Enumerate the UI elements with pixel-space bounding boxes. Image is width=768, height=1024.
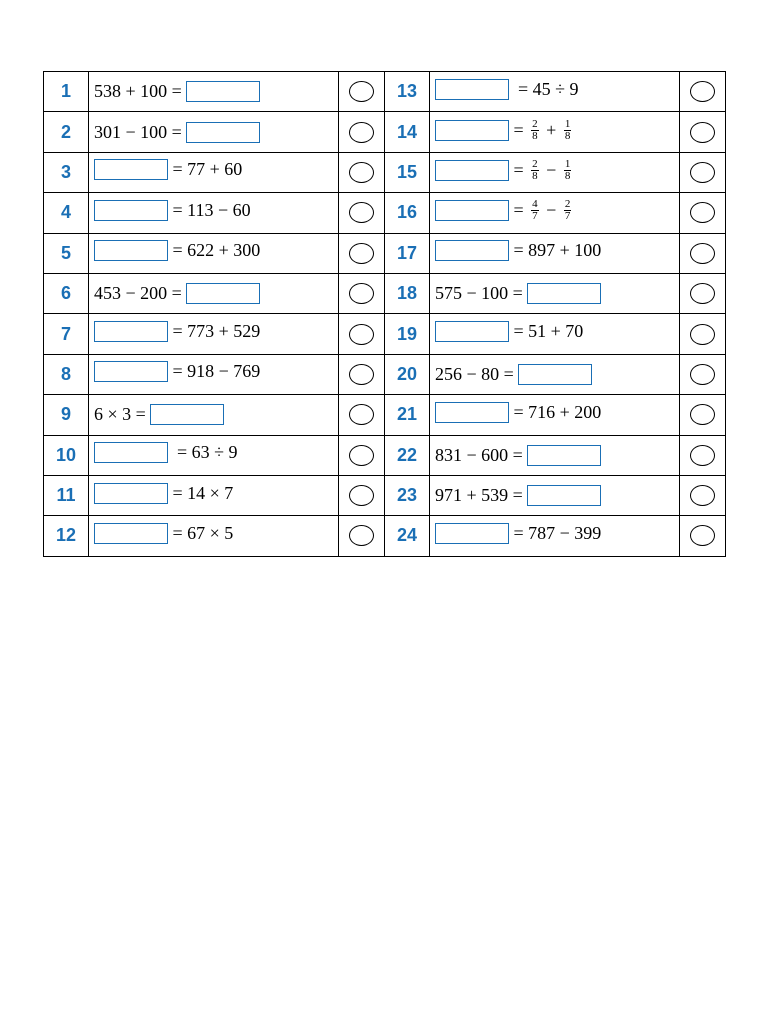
problem-expression xyxy=(430,112,680,152)
equation xyxy=(435,321,583,342)
answer-box[interactable] xyxy=(527,445,601,466)
problem-expression xyxy=(89,354,339,394)
problem-expression xyxy=(430,354,680,394)
problem-expression xyxy=(430,435,680,475)
check-cell xyxy=(680,273,726,313)
fraction xyxy=(531,159,539,182)
equation xyxy=(94,321,260,342)
problem-number: 24 xyxy=(385,516,430,556)
equation-text: 301 − 100 = xyxy=(94,121,187,142)
equation xyxy=(94,200,251,221)
equation-text: = 716 + 200 xyxy=(509,401,602,422)
fraction-numerator: 2 xyxy=(532,117,538,130)
check-circle[interactable] xyxy=(690,243,715,264)
equation-text: = 622 + 300 xyxy=(168,240,261,261)
equation xyxy=(94,483,233,504)
equation xyxy=(435,402,601,423)
fraction-denominator: 7 xyxy=(564,210,571,223)
problem-expression xyxy=(89,233,339,273)
fraction-denominator: 8 xyxy=(532,169,538,182)
equation-text: = 897 + 100 xyxy=(509,240,602,261)
check-cell xyxy=(339,152,385,192)
worksheet-row xyxy=(44,395,726,435)
problem-number: 23 xyxy=(385,475,430,515)
answer-box[interactable] xyxy=(186,283,260,304)
answer-box[interactable] xyxy=(518,364,592,385)
check-cell xyxy=(339,193,385,233)
check-cell xyxy=(680,354,726,394)
equation xyxy=(435,445,601,466)
problem-expression xyxy=(430,475,680,515)
fraction-numerator: 1 xyxy=(564,117,571,130)
problem-number: 9 xyxy=(44,395,89,435)
equation xyxy=(435,79,579,100)
answer-box[interactable] xyxy=(435,160,509,181)
fraction-denominator: 8 xyxy=(532,129,538,142)
check-cell xyxy=(680,475,726,515)
check-circle[interactable] xyxy=(349,81,374,102)
check-circle[interactable] xyxy=(690,525,715,546)
equation-text: = 14 × 7 xyxy=(168,482,234,503)
answer-box[interactable] xyxy=(186,81,260,102)
problem-expression xyxy=(89,435,339,475)
equation-text: = 787 − 399 xyxy=(509,522,602,543)
problem-expression xyxy=(430,516,680,556)
fraction-denominator: 8 xyxy=(564,129,571,142)
equation xyxy=(94,283,260,304)
problem-number: 8 xyxy=(44,354,89,394)
fraction-numerator: 2 xyxy=(564,198,571,211)
equation xyxy=(435,485,601,506)
check-circle[interactable] xyxy=(690,485,715,506)
check-cell xyxy=(339,233,385,273)
problem-expression xyxy=(89,516,339,556)
fraction-operator: + xyxy=(541,119,561,140)
problem-expression xyxy=(89,72,339,112)
fraction xyxy=(531,199,539,222)
answer-box[interactable] xyxy=(150,404,224,425)
check-cell xyxy=(680,193,726,233)
check-circle[interactable] xyxy=(349,243,374,264)
problem-number: 7 xyxy=(44,314,89,354)
worksheet-table xyxy=(43,71,726,557)
check-cell xyxy=(339,475,385,515)
equation-text: = xyxy=(509,159,529,180)
check-cell xyxy=(339,314,385,354)
problem-expression xyxy=(430,273,680,313)
equation xyxy=(94,81,260,102)
check-cell xyxy=(680,435,726,475)
check-circle[interactable] xyxy=(349,445,374,466)
answer-box[interactable] xyxy=(94,321,168,342)
problem-expression xyxy=(430,395,680,435)
check-cell xyxy=(339,72,385,112)
problem-number: 13 xyxy=(385,72,430,112)
problem-number: 17 xyxy=(385,233,430,273)
equation xyxy=(435,119,574,142)
check-circle[interactable] xyxy=(349,324,374,345)
check-circle[interactable] xyxy=(690,445,715,466)
check-circle[interactable] xyxy=(690,324,715,345)
answer-box[interactable] xyxy=(94,240,168,261)
problem-expression xyxy=(89,152,339,192)
problem-expression xyxy=(89,475,339,515)
problem-expression xyxy=(89,193,339,233)
problem-number: 2 xyxy=(44,112,89,152)
problem-expression xyxy=(430,72,680,112)
problem-expression xyxy=(430,233,680,273)
answer-box[interactable] xyxy=(435,523,509,544)
answer-box[interactable] xyxy=(527,485,601,506)
problem-number: 19 xyxy=(385,314,430,354)
problem-expression xyxy=(89,395,339,435)
check-circle[interactable] xyxy=(690,122,715,143)
equation xyxy=(94,442,238,463)
equation xyxy=(94,523,233,544)
fraction-numerator: 1 xyxy=(564,157,571,170)
fraction xyxy=(564,119,572,142)
fraction-denominator: 7 xyxy=(532,210,538,223)
equation xyxy=(435,159,574,182)
problem-expression xyxy=(430,193,680,233)
equation-text: = 77 + 60 xyxy=(168,159,243,180)
problem-expression xyxy=(89,314,339,354)
check-circle[interactable] xyxy=(690,364,715,385)
equation-text: = xyxy=(509,200,529,221)
problem-number: 4 xyxy=(44,193,89,233)
problem-number: 22 xyxy=(385,435,430,475)
equation-text: = 773 + 529 xyxy=(168,321,261,342)
check-cell xyxy=(339,273,385,313)
answer-box[interactable] xyxy=(435,402,509,423)
answer-box[interactable] xyxy=(94,442,168,463)
worksheet-row xyxy=(44,233,726,273)
worksheet-row xyxy=(44,152,726,192)
equation-text: 6 × 3 = xyxy=(94,404,151,425)
problem-number: 10 xyxy=(44,435,89,475)
worksheet-row xyxy=(44,72,726,112)
worksheet-row xyxy=(44,475,726,515)
check-cell xyxy=(680,152,726,192)
equation xyxy=(435,523,601,544)
equation xyxy=(94,240,260,261)
check-circle[interactable] xyxy=(349,283,374,304)
fraction-numerator: 2 xyxy=(532,157,538,170)
check-circle[interactable] xyxy=(690,283,715,304)
check-circle[interactable] xyxy=(349,485,374,506)
check-cell xyxy=(680,516,726,556)
equation xyxy=(435,199,574,222)
fraction-operator: − xyxy=(541,159,561,180)
check-circle[interactable] xyxy=(349,364,374,385)
answer-box[interactable] xyxy=(435,321,509,342)
equation-text: = xyxy=(509,119,529,140)
answer-box[interactable] xyxy=(435,200,509,221)
check-cell xyxy=(680,233,726,273)
problem-number: 5 xyxy=(44,233,89,273)
problem-number: 20 xyxy=(385,354,430,394)
equation-text: = 918 − 769 xyxy=(168,361,261,382)
problem-number: 15 xyxy=(385,152,430,192)
equation xyxy=(94,361,260,382)
fraction xyxy=(531,119,539,142)
problem-number: 18 xyxy=(385,273,430,313)
check-cell xyxy=(339,516,385,556)
problem-number: 21 xyxy=(385,395,430,435)
check-cell xyxy=(680,314,726,354)
answer-box[interactable] xyxy=(435,79,509,100)
worksheet-row xyxy=(44,193,726,233)
problem-number: 16 xyxy=(385,193,430,233)
fraction-numerator: 4 xyxy=(532,198,538,211)
answer-box[interactable] xyxy=(94,361,168,382)
problem-number: 6 xyxy=(44,273,89,313)
answer-box[interactable] xyxy=(94,523,168,544)
equation-text: 453 − 200 = xyxy=(94,283,187,304)
check-cell xyxy=(339,395,385,435)
problem-expression xyxy=(430,152,680,192)
check-cell xyxy=(680,72,726,112)
worksheet-row xyxy=(44,112,726,152)
problem-number: 1 xyxy=(44,72,89,112)
equation-text: = 51 + 70 xyxy=(509,321,584,342)
problem-number: 12 xyxy=(44,516,89,556)
problem-number: 14 xyxy=(385,112,430,152)
check-cell xyxy=(680,112,726,152)
problem-number: 3 xyxy=(44,152,89,192)
fraction xyxy=(564,199,572,222)
equation xyxy=(94,404,224,425)
worksheet-row xyxy=(44,354,726,394)
check-circle[interactable] xyxy=(349,122,374,143)
equation xyxy=(94,122,260,143)
problem-expression xyxy=(89,273,339,313)
check-circle[interactable] xyxy=(349,162,374,183)
check-cell xyxy=(339,354,385,394)
equation-text: 831 − 600 = xyxy=(435,444,528,465)
fraction-denominator: 8 xyxy=(564,169,571,182)
answer-box[interactable] xyxy=(435,120,509,141)
equation-text: = 63 ÷ 9 xyxy=(168,442,238,463)
answer-box[interactable] xyxy=(435,240,509,261)
worksheet-row xyxy=(44,314,726,354)
equation-text: = 113 − 60 xyxy=(168,199,251,220)
worksheet-row xyxy=(44,435,726,475)
check-cell xyxy=(339,112,385,152)
check-cell xyxy=(680,395,726,435)
fraction-operator: − xyxy=(541,200,561,221)
equation-text: 538 + 100 = xyxy=(94,81,187,102)
answer-box[interactable] xyxy=(94,159,168,180)
check-circle[interactable] xyxy=(349,202,374,223)
equation xyxy=(435,283,601,304)
problem-expression xyxy=(430,314,680,354)
answer-box[interactable] xyxy=(527,283,601,304)
equation-text: 971 + 539 = xyxy=(435,485,528,506)
worksheet-row xyxy=(44,273,726,313)
equation xyxy=(435,364,592,385)
equation xyxy=(94,159,242,180)
check-cell xyxy=(339,435,385,475)
equation xyxy=(435,240,601,261)
check-circle[interactable] xyxy=(690,162,715,183)
equation-text: = 45 ÷ 9 xyxy=(509,78,579,99)
check-circle[interactable] xyxy=(690,202,715,223)
answer-box[interactable] xyxy=(94,200,168,221)
problem-number: 11 xyxy=(44,475,89,515)
equation-text: = 67 × 5 xyxy=(168,522,234,543)
check-circle[interactable] xyxy=(349,404,374,425)
check-circle[interactable] xyxy=(690,81,715,102)
equation-text: 256 − 80 = xyxy=(435,363,519,384)
check-circle[interactable] xyxy=(690,404,715,425)
answer-box[interactable] xyxy=(94,483,168,504)
check-circle[interactable] xyxy=(349,525,374,546)
fraction xyxy=(564,159,572,182)
worksheet-row xyxy=(44,516,726,556)
answer-box[interactable] xyxy=(186,122,260,143)
equation-text: 575 − 100 = xyxy=(435,283,528,304)
problem-expression xyxy=(89,112,339,152)
